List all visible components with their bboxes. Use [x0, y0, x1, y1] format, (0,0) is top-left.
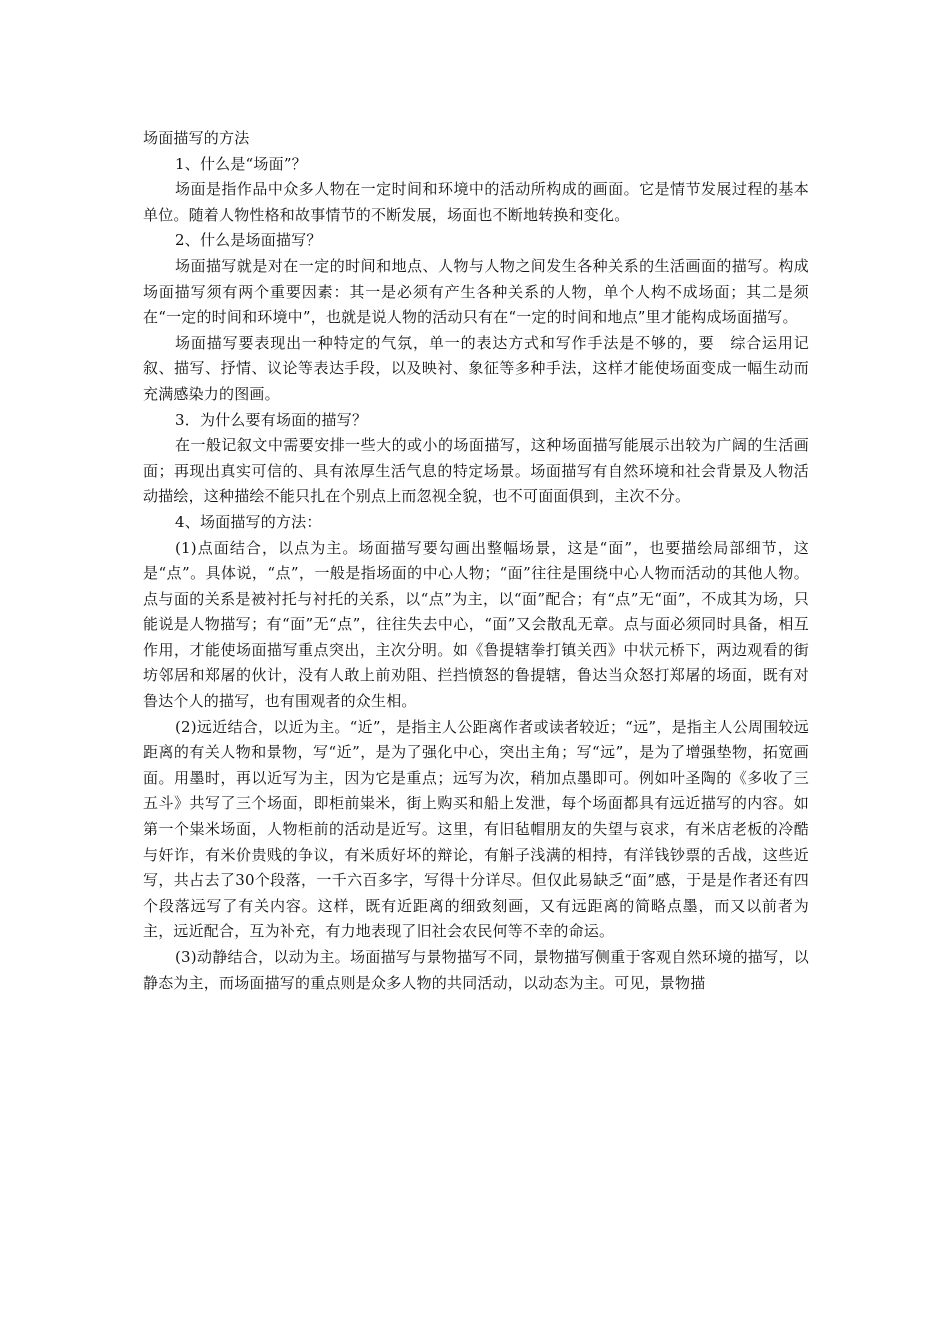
method-paragraph-1: (1)点面结合，以点为主。场面描写要勾画出整幅场景，这是“面”，也要描绘局部细节，这是“点”。具体说，“点”，一般是指场面的中心人物；“面”往往是围绕中心人物而活动的其他人物。点与面的关系是被衬托与衬托的关系，以“点”为主，以“面”配合；有“点”无“面”，不成其为场，只能说是人物描写；有“面”无“点”，往往失去中心，“面”又会散乱无章。点与面必须同时具备，相互作用，才能使场面描写重点突出，主次分明。如《鲁提辖拳打镇关西》中状元桥下，两边观看的街坊邻居和郑屠的伙计，没有人敢上前劝阻、拦挡愤怒的鲁提辖，鲁达当众怒打郑屠的场面，既有对鲁达个人的描写，也有围观者的众生相。: [143, 538, 809, 711]
paragraph: 场面是指作品中众多人物在一定时间和环境中的活动所构成的画面。它是情节发展过程的基本单位。随着人物性格和故事情节的不断发展，场面也不断地转换和变化。: [143, 180, 809, 224]
document-title: 场面描写的方法: [143, 129, 250, 147]
paragraph: 场面描写要表现出一种特定的气氛，单一的表达方式和写作手法是不够的，要 综合运用记叙、描写、抒情、议论等表达手段，以及映衬、象征等多种手法，这样才能使场面变成一幅生动而充满感染力的图画。: [143, 333, 809, 403]
method-paragraph-3: (3)动静结合，以动为主。场面描写与景物描写不同，景物描写侧重于客观自然环境的描写，以静态为主，而场面描写的重点则是众多人物的共同活动，以动态为主。可见，景物描: [143, 948, 809, 992]
document-page: [143, 126, 809, 996]
method-paragraph-2: (2)远近结合，以近为主。“近”，是指主人公距离作者或读者较近；“远”，是指主人公周围较远距离的有关人物和景物，写“近”，是为了强化中心，突出主角；写“远”，是为了增强垫物，拓宽画面。用墨时，再以近写为主，因为它是重点；远写为次，稍加点墨即可。例如叶圣陶的《多收了三五斗》共写了三个场面，即柜前粜米，街上购买和船上发泄，每个场面都具有远近描写的内容。如第一个粜米场面，人物柜前的活动是近写。这里，有旧毡帽朋友的失望与哀求，有米店老板的冷酷与奸诈，有米价贵贱的争议，有米质好坏的辩论，有斛子浅满的相持，有洋钱钞票的舌战，这些近写，共占去了30个段落，一千六百多字，写得十分详尽。但仅此易缺乏“面”感，于是是作者还有四个段落远写了有关内容。这样，既有近距离的细致刻画，又有远距离的简略点墨，而又以前者为主，远近配合，互为补充，有力地表现了旧社会农民何等不幸的命运。: [143, 717, 809, 941]
section-heading-4: 4、场面描写的方法：: [175, 512, 322, 531]
section-heading-1: 1、什么是“场面”？: [175, 154, 307, 173]
paragraph: 场面描写就是对在一定的时间和地点、人物与人物之间发生各种关系的生活画面的描写。构成场面描写须有两个重要因素：其一是必须有产生各种关系的人物，单个人构不成场面；其二是须在“一定的时间和环境中”，也就是说人物的活动只有在“一定的时间和地点”里才能构成场面描写。: [143, 256, 809, 327]
paragraph: 在一般记叙文中需要安排一些大的或小的场面描写，这种场面描写能展示出较为广阔的生活画面；再现出真实可信的、具有浓厚生活气息的特定场景。场面描写有自然环境和社会背景及人物活动描绘，这种描绘不能只扎在个别点上而忽视全貌，也不可面面俱到，主次不分。: [143, 436, 809, 506]
section-heading-2: 2、什么是场面描写？: [175, 231, 322, 250]
section-heading-3: 3．为什么要有场面的描写？: [175, 410, 368, 429]
